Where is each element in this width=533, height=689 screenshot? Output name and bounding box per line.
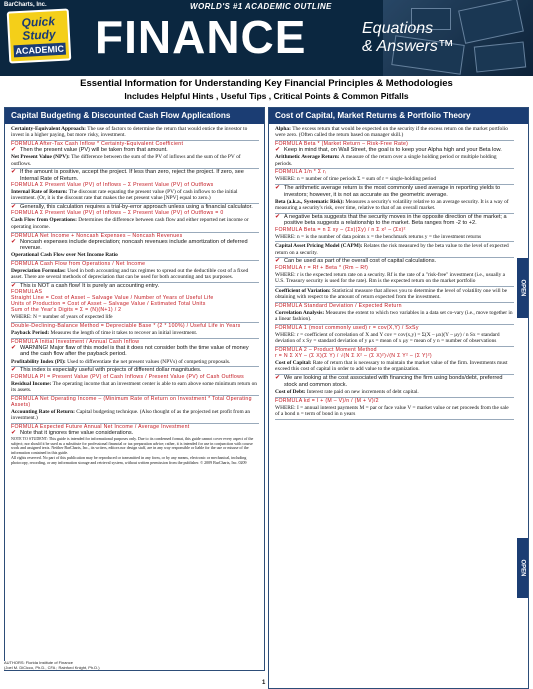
tip-icon: ✔ — [11, 429, 17, 436]
right-definition — [275, 198, 514, 214]
left-formula: FORMULA Initial Investment / Annual Cash Inflow — [11, 338, 140, 345]
term: Accounting Rate of Return: — [11, 408, 77, 415]
term: Depreciation Formulas: — [11, 267, 68, 274]
left-formula: FORMULA Net Operating Income – (Minimum Rate of Return on Investment * Total Operating Assets) — [11, 395, 252, 408]
brand-name: BarCharts, Inc. — [4, 2, 47, 8]
tip-icon: ✔ — [275, 375, 281, 382]
tip-icon: ✔ — [11, 344, 17, 351]
left-rights: All rights reserved. No part of this publication may be reproduced or transmitted in any form, or by any means, electronic or mechanical, including photocopy, recording, or any information storage and retrieval system, without written permission from the publisher. © 2009 BarCharts, Inc. 0209 — [11, 455, 247, 466]
definition-text: Capital budgeting technique. (Also thought of as the projected net profit from an investment.) — [11, 408, 251, 422]
term: Arithmetic Average Return: — [275, 154, 341, 161]
left-tip — [11, 239, 259, 252]
left-definition — [11, 408, 259, 424]
left-definition — [11, 251, 259, 261]
right-formula: FORMULA Beta = n Σ xy – (Σx)(Σy) / n Σ x² – (Σx)² — [275, 226, 406, 233]
left-tip — [11, 283, 259, 289]
term: Net Present Value (NPV): — [11, 154, 72, 161]
left-tip — [11, 204, 259, 210]
logo-line2: Study — [21, 27, 56, 43]
term: Internal Rate of Return: — [11, 189, 69, 196]
term: Residual Income: — [11, 380, 53, 387]
tip-text: Note that it ignores time value considerations. — [20, 429, 134, 436]
definition-text: WHERE: N = number of years of expected life — [11, 314, 113, 321]
definition-text: Determines the difference between cash flow and either reported net income or operating income. — [11, 217, 249, 230]
definition-text: Measures the length of time it takes to recover an initial investment. — [50, 330, 198, 337]
tip-text: We are looking at the cost associated with financing the firm using bonds/debt, preferred stock and common stock. — [284, 375, 503, 388]
right-definition — [275, 125, 514, 141]
term: Coefficient of Variation: — [275, 287, 333, 294]
definition-text: A measure of the return over a single holding period or multiple holding periods. — [275, 154, 497, 167]
left-definition — [11, 125, 259, 141]
definition-text: The discount rate equating the present value (PV) of cash inflows to the initial investment. (Or, it is the discount rate that makes the net present value [NPV] equal to zero.) — [11, 189, 238, 202]
open-tab-label: OPEN — [519, 559, 526, 577]
left-tip — [11, 169, 259, 182]
term: Cost of Debt: — [275, 388, 307, 395]
term: Capital Asset Pricing Model (CAPM): — [275, 243, 364, 250]
definition-text: WHERE: r = coefficient of correlation of X and Y cov = cov(x,y) = Σ(X – μx)(Y – μy) / n Sx = standard deviation of x Sy = standard deviation of y μx = mean of x μy = mean of y n = number of observations — [275, 332, 500, 345]
left-tip — [11, 430, 259, 436]
right-definition — [275, 175, 514, 185]
left-definition — [11, 216, 259, 232]
tip-icon: ✔ — [275, 147, 281, 154]
right-definition — [275, 404, 514, 420]
term: Beta (a.k.a., Systematic Risk): — [275, 198, 346, 205]
right-definition — [275, 233, 514, 243]
term: Operational Cash Flow over Net Income Ratio — [11, 252, 118, 259]
right-tip — [275, 214, 514, 227]
left-formula: FORMULA Σ Present Value (PV) of Inflows – Σ Present Value (PV) of Outflows — [11, 182, 214, 189]
tip-text: This is NOT a cash flow! It is purely an accounting entry. — [20, 283, 160, 290]
term: Payback Period: — [11, 330, 51, 337]
logo-line1: Quick — [21, 14, 56, 30]
right-tip — [275, 185, 514, 198]
open-tab-upper[interactable] — [517, 258, 528, 318]
left-definition — [11, 329, 259, 339]
tip-icon: ✔ — [11, 367, 17, 374]
term: Alpha: — [275, 126, 293, 132]
page-title: FINANCE — [95, 11, 307, 63]
left-tip — [11, 345, 259, 358]
right-formula: FORMULA 1/n * Σ rᵢ — [275, 169, 327, 176]
definition-text: The operating income that an investment center is able to earn above some minimum return on its assets. — [11, 380, 257, 393]
credits — [4, 661, 262, 670]
right-formula: FORMULA 2 – Product Moment Method — [275, 347, 377, 354]
left-definition — [11, 188, 259, 204]
right-definition — [275, 271, 514, 287]
tip-text: Generally, this calculation requires a trial-by-error approach unless using a financial calculator. — [20, 204, 253, 211]
left-column-body — [5, 124, 264, 466]
right-formula: FORMULA Beta * (Market Return – Risk-Free Rate) — [275, 141, 409, 148]
right-formula: FORMULA r = Rf + Beta * (Rm – Rf) — [275, 264, 369, 271]
right-definition — [275, 331, 514, 347]
tip-icon: ✔ — [11, 283, 17, 290]
tip-text: This index is especially useful with projects of different dollar magnitudes. — [20, 367, 202, 374]
definition-text: Used to differentiate the net present values (NPVs) of competing proposals. — [67, 358, 231, 365]
left-formula: FORMULA Cash Flow from Operations / Net Income — [11, 260, 146, 267]
right-formula: r = N Σ XY – (Σ X)(Σ Y) / √(N Σ X² – (Σ X)²)√(N Σ Y² – (Σ Y)²) — [275, 353, 432, 360]
tip-text: The arithmetic average return is the most commonly used average in reporting yields to investors; however, it is not as accurate as the geometric average. — [284, 185, 501, 198]
left-formula: FORMULA Σ Present Value (PV) of Inflows – Σ Present Value (PV) of Outflows = 0 — [11, 210, 224, 217]
right-formula: FORMULA kd = I + (M – V)/n / (M + V)/2 — [275, 397, 379, 404]
left-formula: FORMULA Expected Future Annual Net Income / Average Investment — [11, 423, 190, 430]
page-subtitle — [362, 20, 454, 56]
left-definition — [11, 313, 259, 323]
subtitle-line1: Equations — [362, 20, 434, 37]
authors: AUTHORS: Florida Institute of Finance (Joel M. DiCicco, Ph.D., CFA ; Rainford Knight, Ph.D.) — [4, 660, 100, 670]
right-tip — [275, 147, 514, 153]
intro — [0, 78, 533, 101]
tip-icon: ✔ — [275, 213, 281, 220]
page-number: 1 — [262, 680, 266, 686]
definition-text: Measures the extent to which two variables in a data set co-vary (i.e., move together in a linear fashion). — [275, 309, 513, 323]
right-definition — [275, 242, 514, 258]
tip-icon: ✔ — [11, 238, 17, 245]
right-formula: FORMULA 1 (most commonly used) r = cov(X,Y) / SxSy — [275, 325, 419, 332]
left-formula: Sum of the Year's Digits = Σ = (N)(N+1) / 2 — [11, 307, 122, 314]
tip-text: WARNING! Major flaw of this model is that it does not consider both the time value of money and the cash flow after the payback period. — [20, 344, 249, 358]
tip-text: Can be used as part of the overall cost of capital calculations. — [284, 258, 437, 265]
right-definition — [275, 287, 514, 303]
definition-text: Rate of return that is necessary to maintain the market value of the firm. Investments must exceed this cost of capital in order to add value to the organization. — [275, 360, 508, 373]
subtitle-line2: & Answers™ — [362, 38, 454, 55]
definition-text: Relates the risk measured by the beta value to the level of expected return on a security. — [275, 243, 509, 256]
tip-icon: ✔ — [11, 169, 17, 176]
left-definition — [11, 153, 259, 169]
right-tip — [275, 258, 514, 264]
right-definition — [275, 153, 514, 169]
right-definition — [275, 388, 514, 398]
left-formula: FORMULAS — [11, 289, 43, 296]
tagline: WORLD'S #1 ACADEMIC OUTLINE — [190, 2, 332, 11]
definition-text: WHERE: I = annual interest payments M = par or face value V = market value or net proceeds from the sale of a bond n = term of bond in n years — [275, 404, 509, 417]
term: Certainty-Equivalent Approach: — [11, 126, 88, 132]
open-tab-label: OPEN — [519, 279, 526, 297]
right-formula: FORMULA Standard Deviation / Expected Return — [275, 302, 402, 309]
right-column — [268, 107, 529, 689]
left-formula: Double-Declining-Balance Method = Depreciable Base * (2 * 100%) / Useful Life in Years — [11, 323, 241, 330]
term: Cash Flow from Operations: — [11, 217, 79, 224]
left-tip — [11, 367, 259, 373]
left-formula: FORMULA After-Tax Cash Inflow * Certainty-Equivalent Coefficient — [11, 141, 184, 148]
term: Profitability Index (PI): — [11, 358, 68, 365]
left-formula: Straight Line = Cost of Asset – Salvage Value / Number of Years of Useful Life — [11, 295, 214, 302]
tip-text: A negative beta suggests that the security moves in the opposite direction of the market; a positive beta suggests a relationship to the market. Beta ranges from -2 to +2. — [284, 213, 507, 227]
right-column-body — [269, 124, 528, 420]
left-definition — [11, 380, 259, 396]
left-column-heading: Capital Budgeting & Discounted Cash Flow Applications — [5, 108, 264, 124]
right-definition — [275, 359, 514, 375]
left-notice: NOTE TO STUDENT: This guide is intended for informational purposes only. Due to its condensed format, this guide cannot cover every aspect of the subject; nor should it be used as a substitute for professional financial or tax preparation advice; rather, it is intended for use in conjunction with course work and assigned texts. Neither BarCharts, Inc., its writers, editors nor design staff, are in any way responsible or liable for the use or misuse of the information contained in this guide. — [11, 436, 254, 455]
term: Correlation Analysis: — [275, 309, 326, 316]
logo-line3: ACADEMIC — [15, 43, 65, 57]
right-column-heading: Cost of Capital, Market Returns & Portfolio Theory — [269, 108, 528, 124]
tip-text: Keep in mind that, on Wall Street, the goal is to keep your Alpha high and your Beta low. — [284, 147, 502, 154]
open-tab-lower[interactable] — [517, 538, 528, 598]
left-formula: FORMULA PI = Present Value (PV) of Cash Inflows / Present Value (PV) of Cash Outflows — [11, 373, 245, 380]
left-tip — [11, 147, 259, 153]
definition-text: Measures a security's volatility relative to an average security. It is a way of measuring a security's risk, over time, relative to that of an overall market. — [275, 198, 509, 212]
intro-line2 — [0, 91, 533, 101]
definition-text: Used in both accounting and tax regimes to spread out the deductible cost of a fixed asset. There are several methods of depreciation that can be used for both accounting and tax purposes. — [11, 267, 249, 281]
tip-text: Noncash expenses include depreciation; noncash revenues include amortization of deferred revenue. — [20, 238, 248, 251]
tip-icon: ✔ — [275, 258, 281, 265]
left-formula: Units of Production = Cost of Asset – Salvage Value / Estimated Total Units — [11, 301, 206, 308]
header-banner — [0, 0, 533, 76]
intro-line1: Essential Information for Understanding Key Financial Principles & Methodologies — [80, 78, 453, 89]
intro-line2-text: Includes Helpful Hints , Useful Tips , Critical Points & Common Pitfalls — [124, 91, 409, 101]
tip-text: Then the present value (PV) will be taken from that amount. — [20, 147, 168, 154]
tip-icon: ✔ — [11, 204, 17, 211]
definition-text: WHERE: r is the expected return rate on a security. Rf is the rate of a "risk-free" investment (i.e., usually a U.S. Treasury security is used for the rate). Rm is the expected return on the market portfolio — [275, 271, 506, 285]
left-definition — [11, 358, 259, 368]
quickstudy-logo — [7, 8, 72, 63]
definition-text: WHERE: n = number of time periods Σ = sum of r = single-holding period — [275, 176, 437, 183]
definition-text: WHERE: n = is the number of data points x = the benchmark returns y = the investment returns — [275, 233, 482, 240]
term: Cost of Capital: — [275, 360, 313, 367]
left-column — [4, 107, 265, 671]
definition-text: Interest rate paid on new increments of debt capital. — [306, 388, 419, 395]
right-tip — [275, 375, 514, 388]
left-definition — [11, 267, 259, 283]
tip-icon: ✔ — [275, 185, 281, 192]
tip-text: If the amount is positive, accept the project. If less than zero, reject the project. If zero, see Internal Rate of Return. — [20, 169, 244, 182]
left-formula: FORMULA Net Income + Noncash Expenses – Noncash Revenues — [11, 232, 183, 239]
right-definition — [275, 309, 514, 325]
tip-icon: ✔ — [11, 147, 17, 154]
definition-text: The use of factors to determine the return that would entice the investor to invest in a higher paying, but more risky, investment. — [11, 126, 248, 139]
definition-text: The excess return that would be expected on the security if the excess return on the market portfolio were zero. (Often called the return based on manager skill.) — [275, 126, 508, 139]
definition-text: Statistical measure that allows you to determine the level of volatility one will be obtaining with respect to the amount of return expected from the investment. — [275, 287, 508, 301]
definition-text: The difference between the sum of the PV of inflows and the sum of the PV of outflows. — [11, 154, 241, 167]
